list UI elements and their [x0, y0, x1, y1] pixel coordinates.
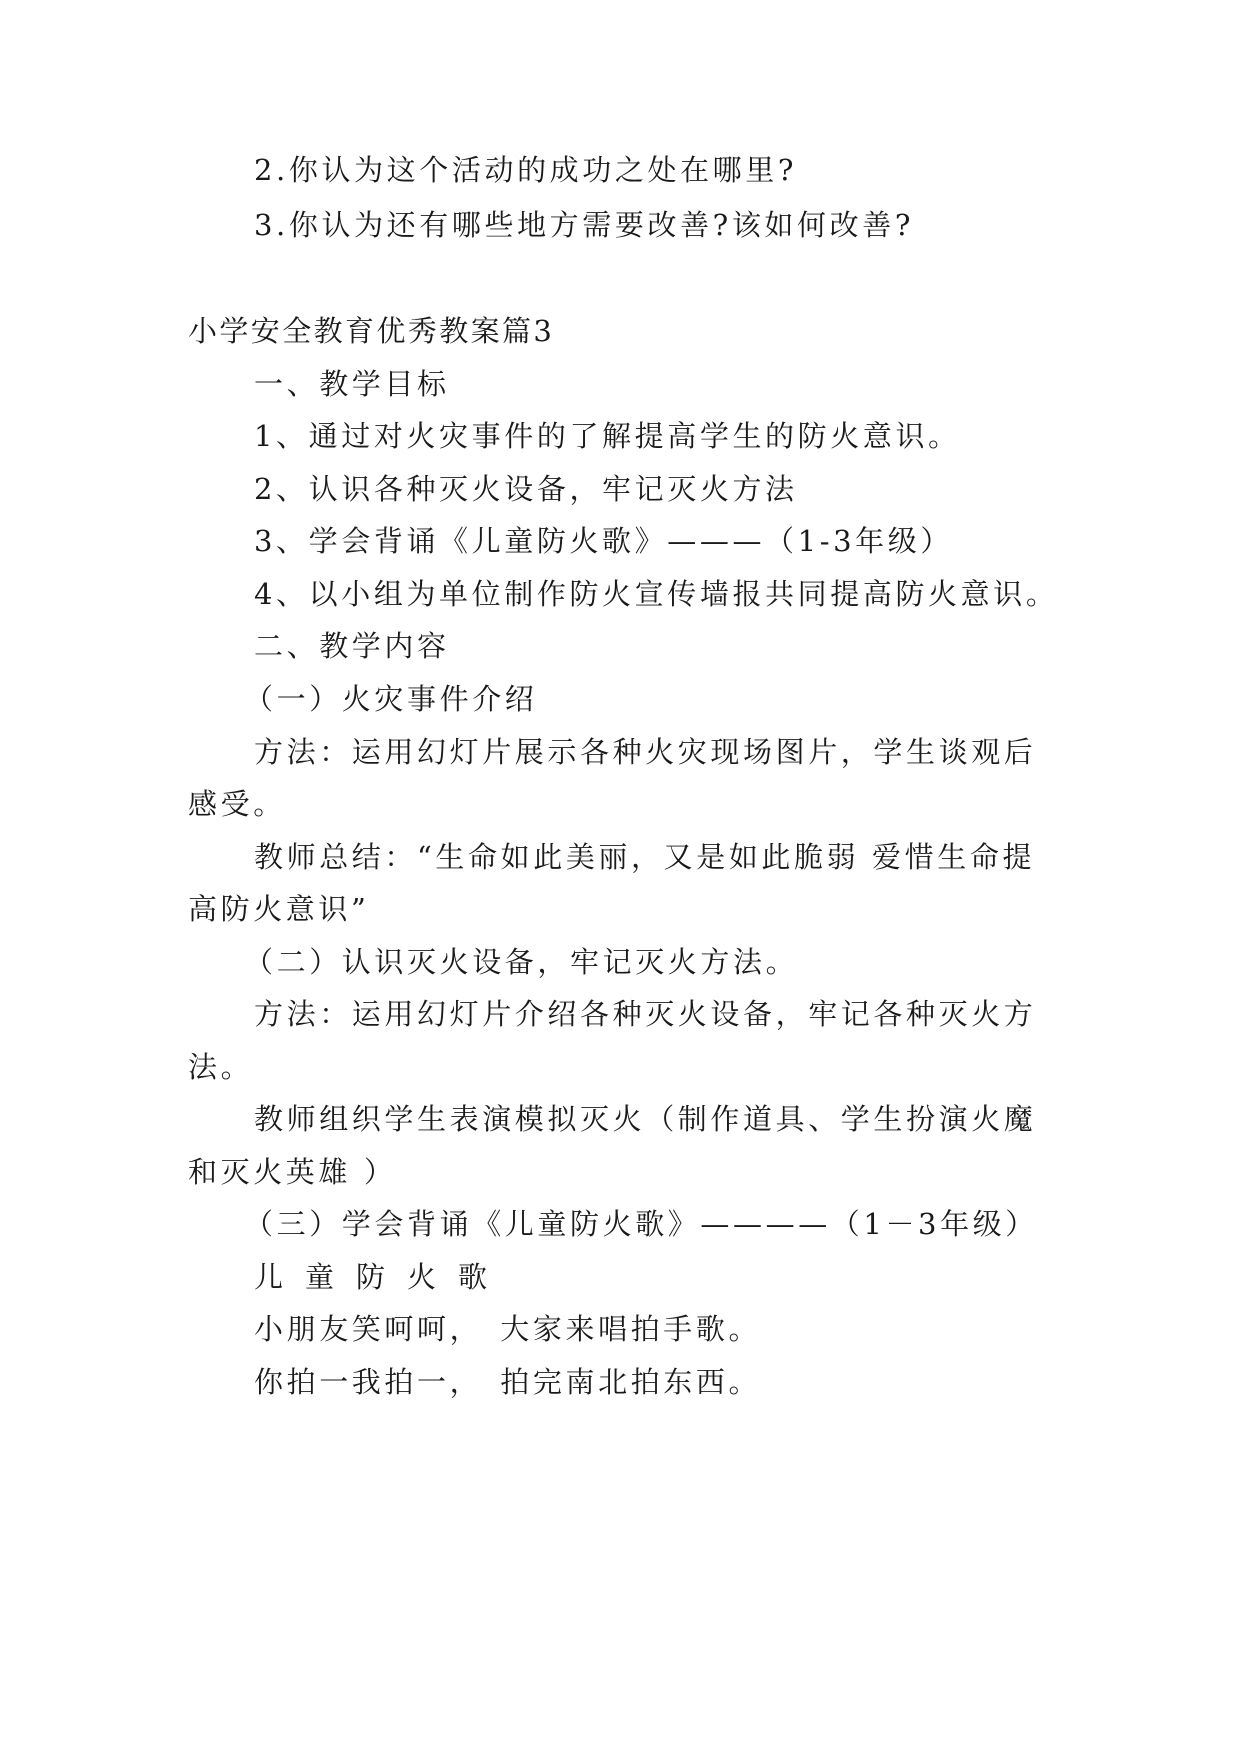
question-2: 2.你认为这个活动的成功之处在哪里? [254, 153, 798, 187]
question-3: 3.你认为还有哪些地方需要改善?该如何改善? [254, 208, 914, 242]
part1-summary-line1: 教师总结：“生命如此美丽，又是如此脆弱 爱惜生命提 [254, 840, 1036, 874]
heading-content: 二、教学内容 [254, 629, 450, 663]
part3-title: （三）学会背诵《儿童防火歌》————（1－3年级） [244, 1207, 1038, 1241]
part2-title: （二）认识灭火设备，牢记灭火方法。 [244, 945, 799, 979]
part1-method-line2: 感受。 [188, 787, 286, 821]
goal-4: 4、以小组为单位制作防火宣传墙报共同提高防火意识。 [254, 577, 1059, 611]
part2-method-line2: 法。 [188, 1050, 254, 1084]
part2-activity-line2: 和灭火英雄 ） [188, 1155, 397, 1189]
part1-title: （一）火灾事件介绍 [244, 682, 538, 716]
part2-method-line1: 方法：运用幻灯片介绍各种灭火设备，牢记各种灭火方 [254, 997, 1037, 1031]
part1-method-line1: 方法：运用幻灯片展示各种火灾现场图片，学生谈观后 [254, 735, 1037, 769]
song-line-2: 你拍一我拍一， 拍完南北拍东西。 [254, 1365, 762, 1399]
goal-1: 1、通过对火灾事件的了解提高学生的防火意识。 [254, 419, 961, 453]
part2-activity-line1: 教师组织学生表演模拟灭火（制作道具、学生扮演火魔 [254, 1102, 1037, 1136]
goal-3: 3、学会背诵《儿童防火歌》———（1-3年级） [254, 524, 953, 558]
part1-summary-line2: 高防火意识” [188, 892, 370, 926]
heading-goals: 一、教学目标 [254, 367, 450, 401]
section-title: 小学安全教育优秀教案篇3 [188, 314, 555, 348]
goal-2: 2、认识各种灭火设备，牢记灭火方法 [254, 472, 798, 506]
song-line-1: 小朋友笑呵呵， 大家来唱拍手歌。 [254, 1312, 762, 1346]
song-title: 儿童防火歌 [254, 1260, 510, 1294]
